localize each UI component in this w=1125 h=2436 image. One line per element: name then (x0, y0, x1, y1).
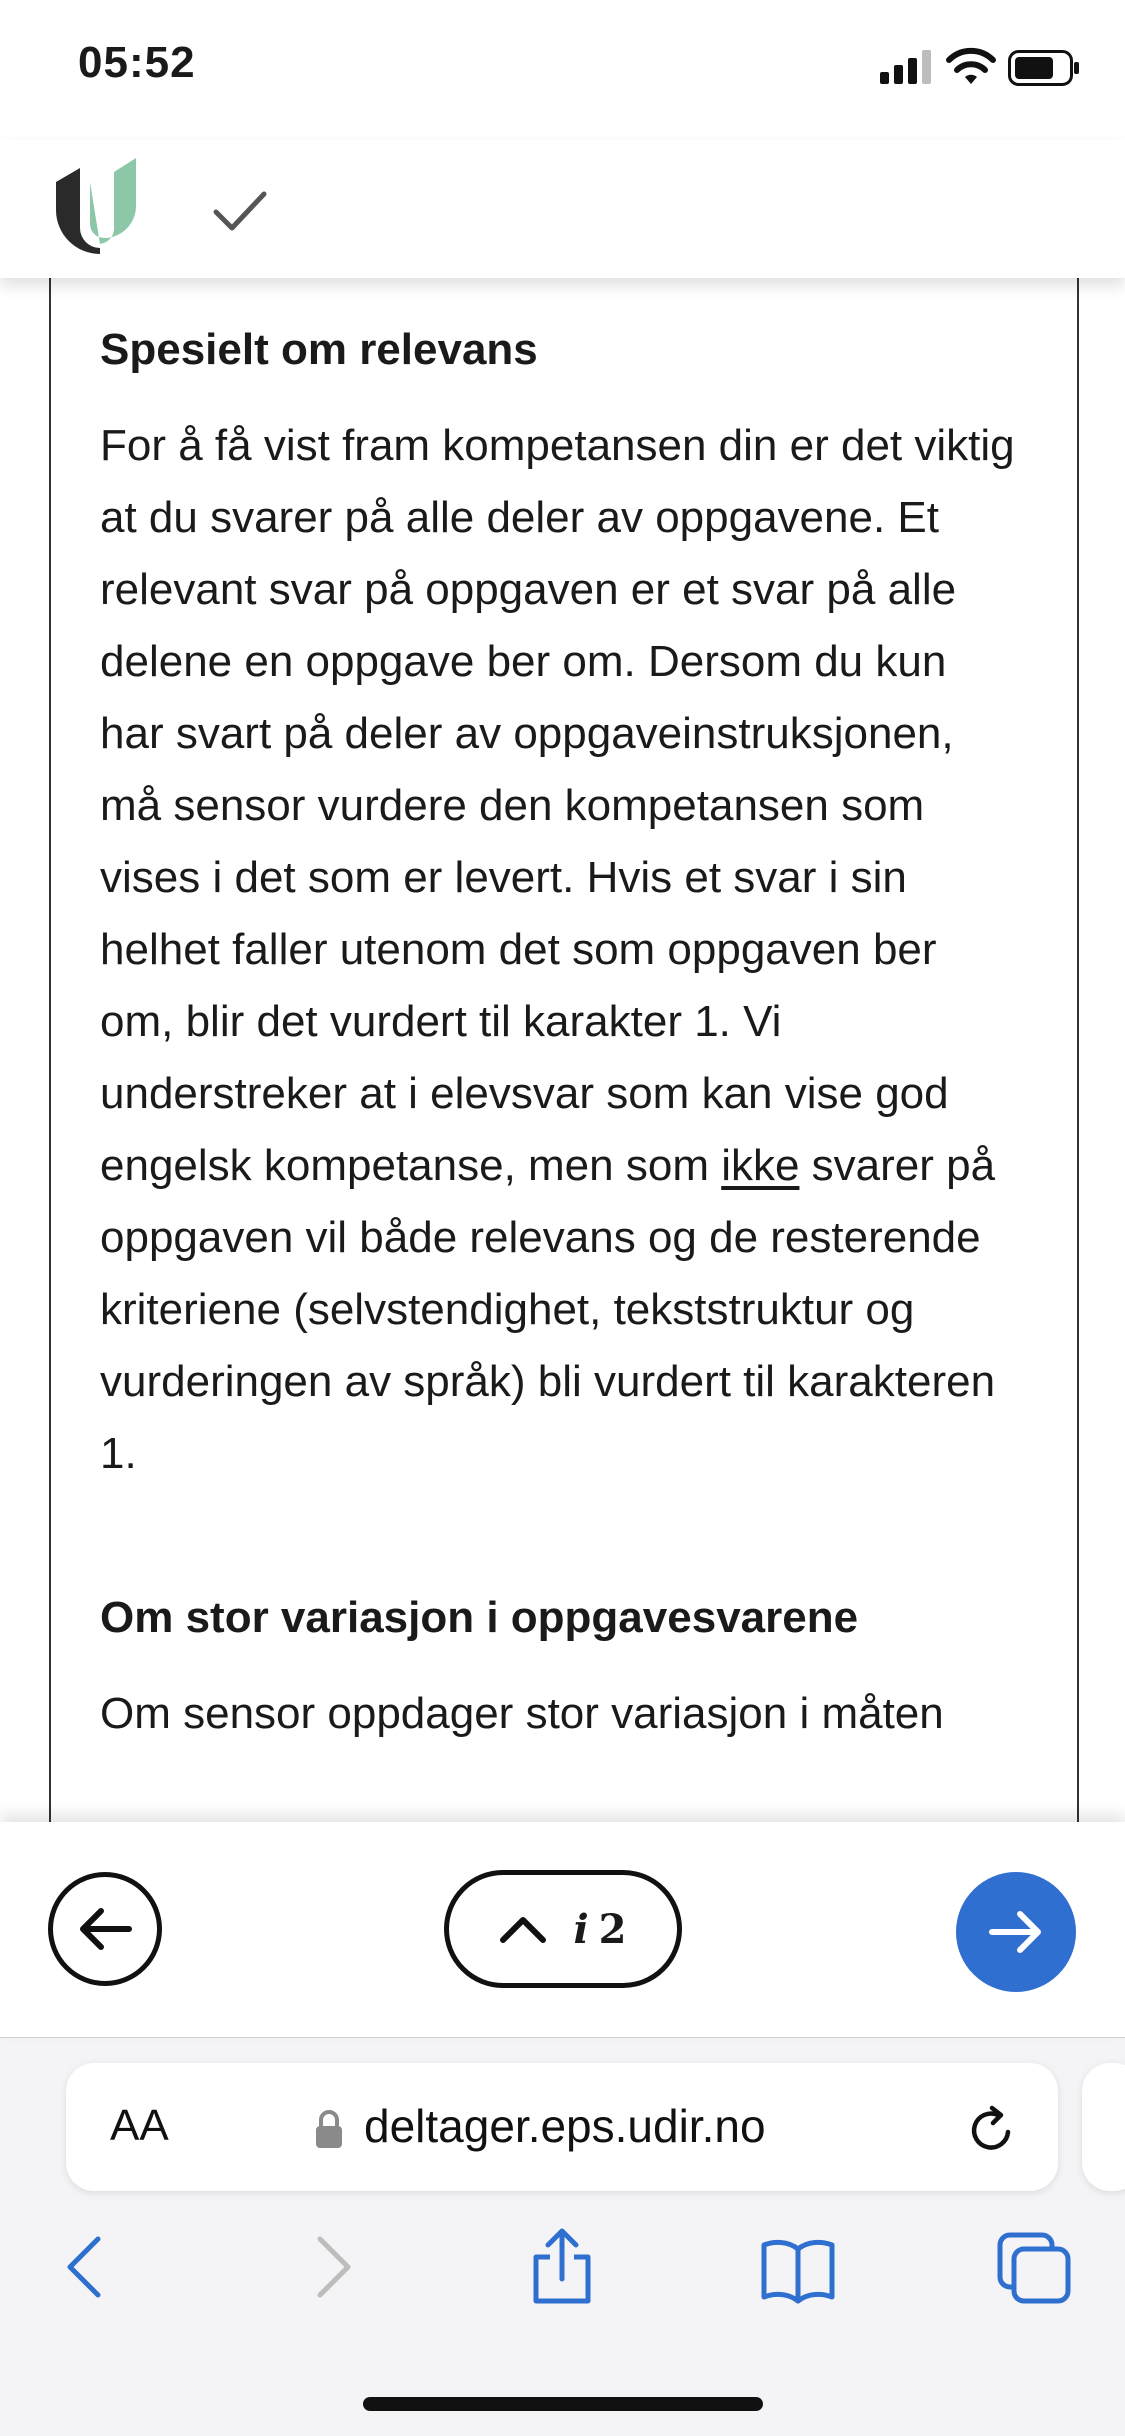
status-bar (0, 0, 1125, 140)
next-button[interactable] (956, 1872, 1076, 1992)
share-icon[interactable] (522, 2227, 602, 2307)
udir-logo-icon[interactable] (56, 158, 136, 254)
previous-button[interactable] (48, 1872, 162, 1986)
chevron-up-icon (499, 1914, 547, 1944)
tabs-icon[interactable] (994, 2227, 1074, 2307)
browser-forward-icon[interactable] (290, 2227, 370, 2307)
app-header (0, 140, 1125, 278)
battery-icon (1008, 50, 1080, 86)
section-heading-variasjon: Om stor variasjon i oppgavesvarene (100, 1593, 859, 1642)
browser-toolbar (0, 2227, 1125, 2317)
status-time: 05:52 (78, 38, 196, 87)
content-panel (49, 278, 1079, 1822)
paragraph-relevans-text-start: For å få vist fram kompetansen din er det viktig at du svarer på alle deler av oppgavene. Et relevant svar på oppgaven er et svar på alle delene en oppgave ber om. Dersom du kun har svart på deler av oppgaveinstruksjonen, må sensor vurdere den kompetansen som vises i det som er levert. Hvis et svar i sin helhet faller utenom det som oppgaven ber om, blir det vurdert til karakter 1. Vi understreker at i elevsvar som kan vise god engelsk kompetanse, men som (100, 421, 1015, 1190)
info-toggle-button[interactable] (444, 1870, 682, 1988)
url-text: deltager.eps.udir.no (364, 2100, 766, 2152)
info-count: 2 (598, 1905, 627, 1953)
bookmarks-icon[interactable] (758, 2227, 838, 2307)
info-letter: i (573, 1905, 589, 1953)
paragraph-relevans (100, 410, 1020, 1490)
paragraph-relevans-text-end: svarer på oppgaven vil både relevans og de resterende kriteriene (selvstendighet, tekststruktur og vurderingen av språk) bli vurdert til karakteren 1. (100, 1141, 996, 1478)
arrow-right-icon (988, 1909, 1044, 1955)
cellular-signal-icon (880, 50, 934, 84)
address-bar[interactable] (66, 2063, 1058, 2191)
home-indicator[interactable] (363, 2397, 763, 2411)
text-size-label: AA (110, 2101, 169, 2150)
browser-chrome (0, 2037, 1125, 2436)
lock-icon (314, 2109, 344, 2149)
info-count-label (573, 1906, 626, 1953)
arrow-left-icon (77, 1906, 133, 1952)
section-heading-relevans: Spesielt om relevans (100, 325, 538, 374)
underlined-emphasis: ikke (721, 1141, 800, 1190)
next-tab-peek[interactable] (1082, 2063, 1125, 2191)
content-body (100, 320, 1020, 1750)
wifi-icon (946, 46, 996, 86)
browser-back-icon[interactable] (48, 2227, 128, 2307)
text-size-button[interactable] (110, 2101, 169, 2151)
reload-icon[interactable] (964, 2103, 1018, 2157)
paragraph-variasjon: Om sensor oppdager stor variasjon i måten (100, 1689, 944, 1738)
checkmark-icon[interactable] (210, 180, 270, 240)
bottom-navigation (0, 1822, 1125, 2038)
